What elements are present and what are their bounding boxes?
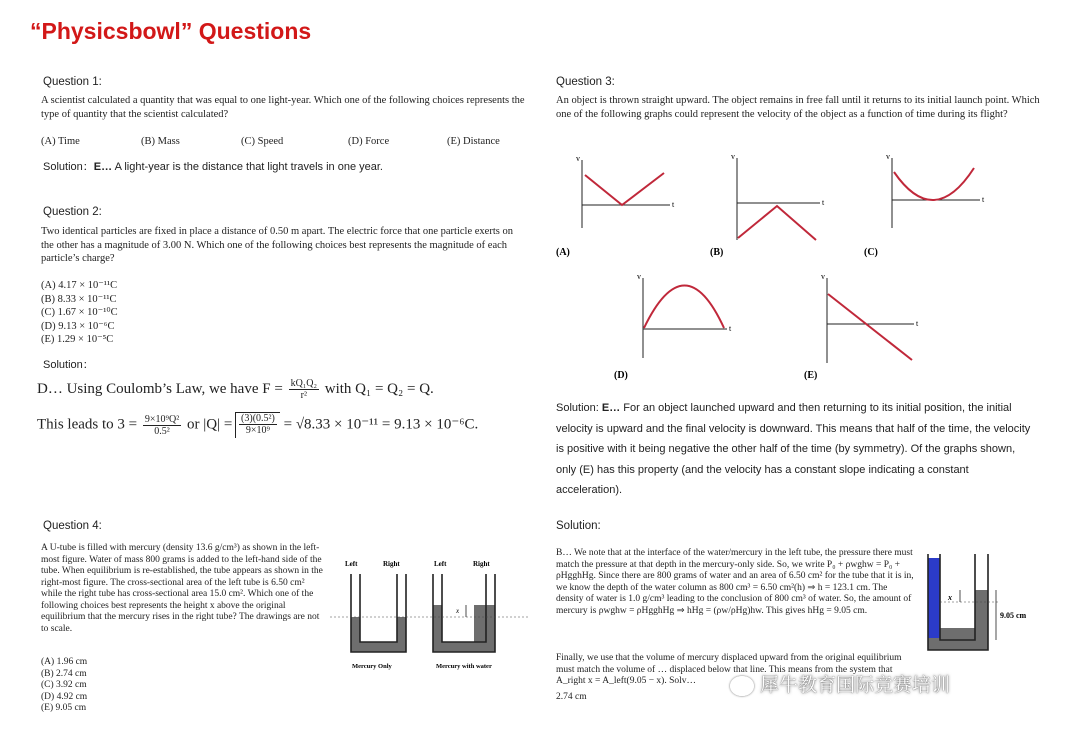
formula-mid: or |Q| = — [186, 416, 233, 433]
choice-a: (A) 4.17 × 10⁻¹¹C — [41, 280, 118, 291]
watermark — [730, 670, 950, 697]
mercury-left — [928, 638, 940, 650]
graph-e — [804, 272, 919, 381]
graph-c — [864, 152, 985, 258]
velocity-graphs — [552, 148, 1052, 388]
question-1-heading: Question 1: — [43, 76, 102, 88]
mercury-left — [433, 629, 442, 652]
graph-c-curve — [894, 168, 974, 200]
solution-2-line-1 — [37, 378, 434, 401]
question-3-heading: Question 3: — [556, 76, 615, 88]
choice-c: (C) 1.67 × 10⁻¹⁰C — [41, 307, 118, 318]
graph-b — [710, 152, 825, 258]
solution-label: Solution: — [556, 402, 599, 414]
tube-divider — [360, 574, 397, 642]
graph-e-curve — [828, 294, 912, 360]
page-title: “Physicsbowl” Questions — [30, 18, 312, 44]
left-label: Left — [345, 560, 358, 568]
square-root — [235, 412, 280, 438]
left-label: Left — [434, 560, 447, 568]
u-tube-mercury-only — [345, 560, 406, 670]
graph-d-curve — [644, 286, 724, 329]
solution-4-u-tube — [920, 550, 1060, 660]
right-label: Right — [383, 560, 400, 568]
question-3-solution — [556, 398, 1036, 501]
solution-2-line-2 — [37, 412, 478, 438]
right-label: Right — [473, 560, 490, 568]
u-tube-figures — [330, 555, 530, 675]
solution-4-text-2: Finally, we use that the volume of mercury displaced upward from the original equilibrium must match the volume of … displaced below that line. This means from the system that A_right x = A_left(9.05 − x). Solv… — [556, 653, 902, 686]
choice-d: (D) Force — [348, 136, 390, 147]
x-label: x — [948, 593, 952, 602]
fraction-numerator: (3)(0.5²) — [241, 413, 275, 424]
choice-b: (B) 2.74 cm — [41, 668, 87, 679]
choice-c: (C) 3.92 cm — [41, 680, 87, 690]
choice-a: (A) Time — [41, 136, 80, 147]
fraction-numerator: 9×10⁹Q² — [144, 413, 180, 425]
x-label: x — [456, 607, 460, 615]
choice-b: (B) 8.33 × 10⁻¹¹C — [41, 293, 117, 305]
water-column — [928, 558, 940, 638]
solution-text: A light-year is the distance that light travels in one year. — [114, 161, 383, 173]
caption-mercury-only: Mercury Only — [352, 663, 392, 670]
graph-e-v-label: v — [821, 272, 825, 281]
question-1-solution — [43, 158, 383, 174]
graph-d-label: (D) — [614, 370, 628, 381]
dimension-label: 9.05 cm — [1000, 611, 1027, 620]
question-2-text: Two identical particles are fixed in place a distance of 0.50 m apart. The electric force that one particle exerts on the other has a magnitude of 3.00 N. Which one of the following choices best represents the magnitude of each particle’s charge? — [41, 226, 513, 264]
graph-c-v-label: v — [886, 152, 890, 161]
fraction-denominator: 9×10⁹ — [245, 425, 271, 436]
question-1-choices — [41, 135, 531, 149]
graph-a — [556, 154, 675, 258]
fraction-coulomb — [289, 378, 319, 401]
choice-e: (E) 1.29 × 10⁻⁵C — [41, 334, 114, 345]
graph-d-v-label: v — [637, 272, 641, 281]
question-2-heading: Question 2: — [43, 206, 102, 218]
graph-b-label: (B) — [710, 247, 724, 258]
formula-prefix: D… Using Coulomb’s Law, we have F = — [37, 380, 283, 397]
question-4-text: A U-tube is filled with mercury (density 13.6 g/cm³) as shown in the left-most figure. Water of mass 800 grams is added to the left-hand side of the tube. When equilibrium is re-established, the tube appears as shown in the right-most figure. The cross-sectional area of the left tube is 6.50 cm² while the right tube has cross-sectional area 15.0 cm². Which one of the following choices best represents the height x above the original equilibrium that the mercury rises in the right tube? The drawings are not to scale. — [41, 543, 323, 634]
choice-e: (E) Distance — [447, 136, 500, 147]
fraction-1 — [143, 414, 181, 437]
graph-a-label: (A) — [556, 247, 570, 258]
question-4-heading: Question 4: — [43, 520, 102, 532]
graph-a-t-label: t — [672, 200, 675, 209]
graph-e-t-label: t — [916, 319, 919, 328]
fraction-numerator: kQ₁Q₂ — [290, 378, 317, 389]
solution-answer: E… — [601, 402, 621, 414]
solution-label: Solution： — [43, 161, 94, 173]
graph-b-curve — [738, 206, 816, 240]
choice-b: (B) Mass — [141, 136, 180, 147]
formula-suffix: = √8.33 × 10⁻¹¹ = 9.13 × 10⁻⁶C. — [283, 416, 479, 433]
formula-prefix: This leads to 3 = — [37, 416, 138, 433]
mercury-right — [975, 590, 988, 650]
solution-4-answer: 2.74 cm — [556, 692, 587, 702]
caption-mercury-water: Mercury with water — [436, 663, 492, 670]
question-1-text: A scientist calculated a quantity that was equal to one light-year. Which one of the following choices represents the type of quantity that the scientist calculated? — [41, 95, 525, 120]
choice-c: (C) Speed — [241, 136, 284, 147]
graph-c-t-label: t — [982, 195, 985, 204]
question-3-text: An object is thrown straight upward. The object remains in free fall until it returns to its initial launch point. Which one of the following graphs could represent the velocity of the object as a function of time during its flight? — [556, 95, 1040, 120]
fraction-2 — [239, 413, 277, 436]
question-4-choices — [41, 657, 241, 715]
solution-answer: E… — [93, 161, 113, 173]
fraction-denominator: r² — [300, 390, 307, 401]
graph-a-curve — [585, 173, 664, 205]
graph-a-v-label: v — [576, 154, 580, 163]
choice-e: (E) 9.05 cm — [41, 703, 87, 713]
question-2-solution-label: Solution： — [43, 359, 94, 371]
graph-b-t-label: t — [822, 198, 825, 207]
graph-d — [614, 272, 732, 381]
wechat-icon — [730, 676, 754, 696]
graph-b-v-label: v — [731, 152, 735, 161]
mercury-right — [474, 605, 486, 642]
graph-d-t-label: t — [729, 324, 732, 333]
watermark-text: 犀牛教育国际竞赛培训 — [760, 674, 951, 696]
solution-4-text: B… We note that at the interface of the water/mercury in the left tube, the pressure there must match the pressure at that depth in the mercury-only side. So, we write P₀ + ρwghw = P₀ + ρHgghHg. Since there are 800 grams of water and an area of 6.50 cm² for the tube that it is in, we know the depth of the water column as 800 cm³ = 6.50 cm²(h) ⇒ h = 123.1 cm. The density of water is 1.0 g/cm³ leading to the conclusion of 800 cm³ of water. So, the amount of mercury is ρwghw = ρHgghHg ⇒ hHg = (ρw/ρHg)hw. This gives hHg = 9.05 cm. — [556, 548, 914, 616]
fraction-denominator: 0.5² — [154, 425, 170, 437]
choice-d: (D) 9.13 × 10⁻⁶C — [41, 320, 115, 332]
question-2-choices — [41, 279, 241, 347]
solution-text: For an object launched upward and then returning to its initial position, the initial velocity is upward and the final velocity is downward. This means that half of the time, the velocity is positive with it being negative the other half of the time (by symmetry). Of the graphs shown, only (E) has this property (and the velocity has a constant slope indicating a constant acceleration). — [556, 402, 1031, 496]
formula-suffix: with Q₁ = Q₂ = Q. — [324, 380, 434, 397]
choice-d: (D) 4.92 cm — [41, 691, 88, 702]
graph-e-label: (E) — [804, 370, 818, 381]
solution-4-heading: Solution: — [556, 520, 601, 532]
graph-c-label: (C) — [864, 247, 878, 258]
choice-a: (A) 1.96 cm — [41, 657, 88, 667]
